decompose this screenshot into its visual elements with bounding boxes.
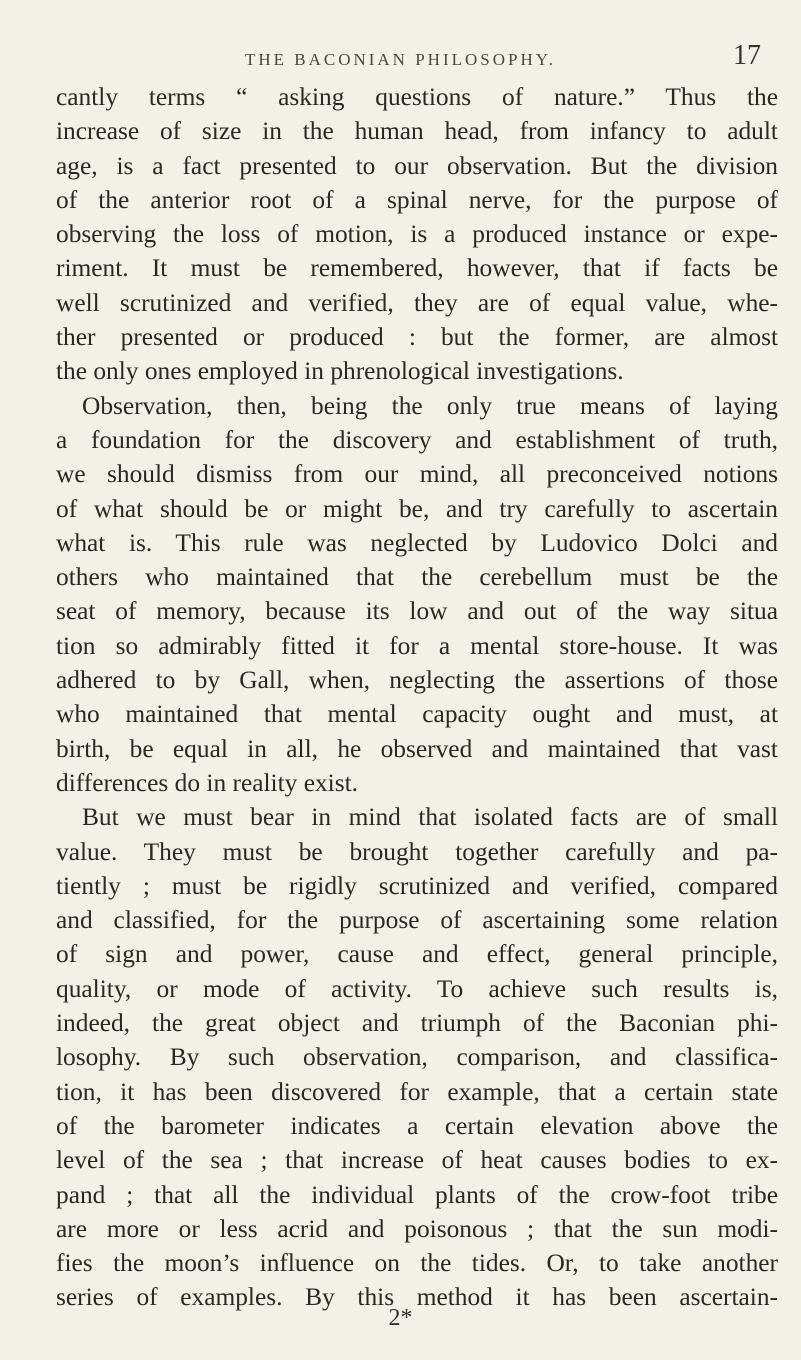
text-line: well scrutinized and verified, they are of equal value, whe- <box>56 288 778 317</box>
text-line: a foundation for the discovery and establishment of truth, <box>56 425 778 454</box>
text-line: observing the loss of motion, is a produced instance or expe- <box>56 220 778 249</box>
text-line: increase of size in the human head, from infancy to adult <box>56 117 778 146</box>
text-line: the only ones employed in phrenological investigations. <box>56 357 624 386</box>
text-line: fies the moon’s influence on the tides. Or, to take another <box>56 1249 778 1278</box>
text-line: adhered to by Gall, when, neglecting the assertions of those <box>56 666 778 695</box>
text-line: riment. It must be remembered, however, that if facts be <box>56 254 778 283</box>
text-line: value. They must be brought together carefully and pa- <box>56 837 778 866</box>
text-line: tion, it has been discovered for example, that a certain state <box>56 1077 778 1106</box>
text-line: losophy. By such observation, comparison, and classifica- <box>56 1043 778 1072</box>
body-text <box>56 80 778 1315</box>
text-line: of the anterior root of a spinal nerve, for the purpose of <box>56 185 778 214</box>
text-line: and classified, for the purpose of ascertaining some relation <box>56 906 778 935</box>
text-line: of sign and power, cause and effect, general principle, <box>56 940 778 969</box>
text-line: birth, be equal in all, he observed and maintained that vast <box>56 734 778 763</box>
text-line: seat of memory, because its low and out of the way situa <box>56 597 778 626</box>
text-line: pand ; that all the individual plants of the crow-foot tribe <box>56 1180 778 1209</box>
text-line: tiently ; must be rigidly scrutinized and verified, compared <box>56 871 778 900</box>
text-line: ther presented or produced : but the former, are almost <box>56 323 778 352</box>
text-line: what is. This rule was neglected by Ludovico Dolci and <box>56 528 778 557</box>
signature-mark: 2* <box>388 1305 413 1331</box>
text-line: who maintained that mental capacity ought and must, at <box>56 700 778 729</box>
text-line: are more or less acrid and poisonous ; that the sun modi- <box>56 1214 778 1243</box>
text-line: tion so admirably fitted it for a mental store-house. It was <box>56 631 778 660</box>
text-line: level of the sea ; that increase of heat causes bodies to ex- <box>56 1146 778 1175</box>
text-line: of the barometer indicates a certain elevation above the <box>56 1111 778 1140</box>
text-line: quality, or mode of activity. To achieve such results is, <box>56 974 778 1003</box>
text-line: cantly terms “ asking questions of nature.” Thus the <box>56 83 778 111</box>
text-line: age, is a fact presented to our observation. But the division <box>56 151 778 180</box>
text-line: Observation, then, being the only true means of laying <box>82 391 778 420</box>
text-line: we should dismiss from our mind, all preconceived notions <box>56 460 778 489</box>
text-line: of what should be or might be, and try carefully to ascertain <box>56 494 778 523</box>
text-line: differences do in reality exist. <box>56 768 358 797</box>
page-number: 17 <box>733 40 761 71</box>
text-line: indeed, the great object and triumph of the Baconian phi- <box>56 1009 778 1038</box>
text-line: But we must bear in mind that isolated facts are of small <box>82 803 778 832</box>
text-line: series of examples. By this method it has been ascertain- <box>56 1283 778 1312</box>
text-line: others who maintained that the cerebellum must be the <box>56 563 778 592</box>
running-head: THE BACONIAN PHILOSOPHY. <box>244 50 557 69</box>
